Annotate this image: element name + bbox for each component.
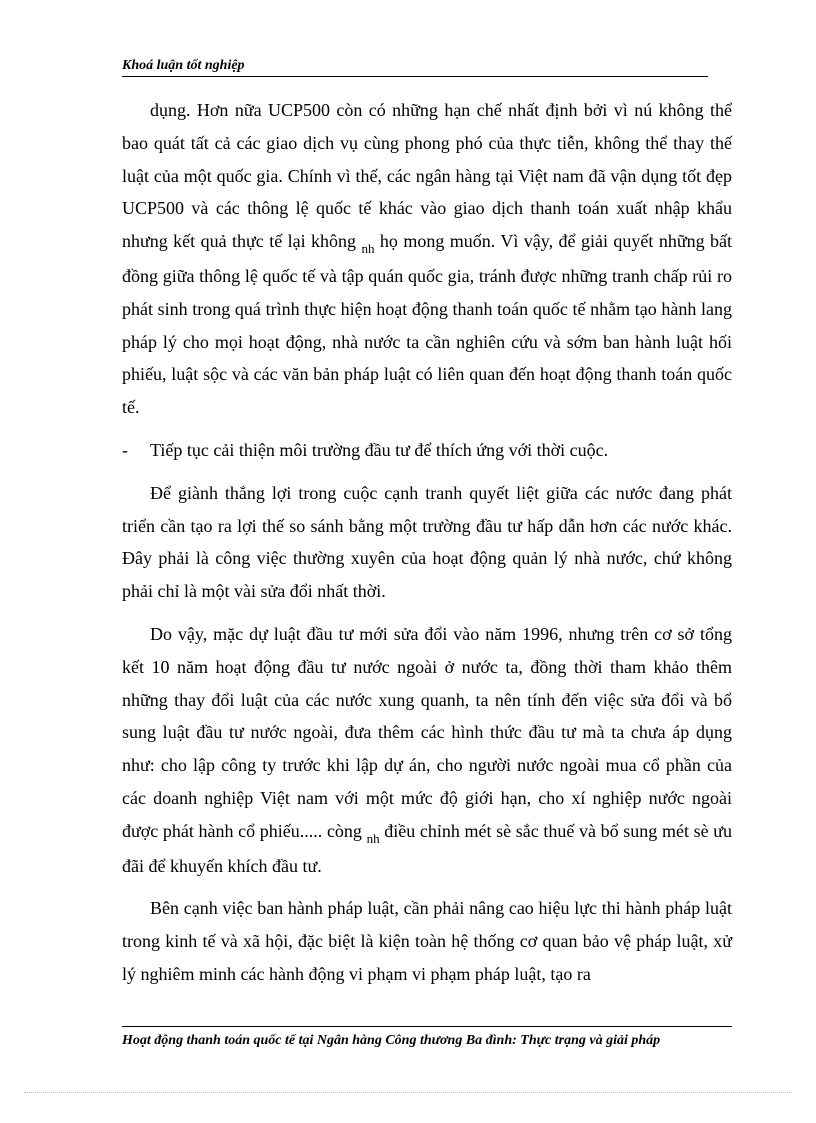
paragraph-2: Để giành thắng lợi trong cuộc cạnh tranh quyết liệt giữa các nước đang phát triển cần tạo ra lợi thế so sánh bằng một trường đầu tư hấp dẫn hơn các nước khác. Đây phải là công việc thường xuyên của hoạt động quản lý nhà nước, chứ không phải chỉ là một vài sửa đổi nhất thời.: [122, 482, 732, 602]
bullet-text: Tiếp tục cải thiện môi trường đầu tư để thích ứng với thời cuộc.: [150, 439, 609, 460]
bullet-dash: -: [122, 439, 128, 460]
paragraph-3: Do vậy, mặc dự luật đầu tư mới sửa đổi vào năm 1996, nhưng trên cơ sở tổng kết 10 năm hoạt động đầu tư nước ngoài ở nước ta, đồng thời tham khảo thêm những thay đổi luật của các nước xung quanh, ta nên tính đến việc sửa đổi và bổ sung luật đầu tư nước ngoài, đưa thêm các hình thức đầu tư mà ta chưa áp dụng như: cho lập công ty trước khi lập dự án, cho người nước ngoài mua cổ phần của các doanh nghiệp Việt nam với một mức độ giới hạn, cho xí nghiệp nước ngoài được phát hành cổ phiếu..... còng $_{nh}$ điều chỉnh mét sè sắc thuế và bổ sung mét sè ưu đãi để khuyến khích đầu tư.: [122, 623, 732, 876]
bullet-item: [122, 434, 732, 467]
page-bottom-divider: [24, 1092, 792, 1093]
footer-title: Hoạt động thanh toán quốc tế tại Ngân hàng Công thương Ba đình: Thực trạng và giải pháp: [122, 1033, 661, 1048]
page-header: [122, 56, 708, 77]
paragraph-4: Bên cạnh việc ban hành pháp luật, cần phải nâng cao hiệu lực thi hành pháp luật trong kinh tế và xã hội, đặc biệt là kiện toàn hệ thống cơ quan bảo vệ pháp luật, xử lý nghiêm minh các hành động vi phạm vi phạm pháp luật, tạo ra: [122, 898, 732, 984]
paragraph-1: dụng. Hơn nữa UCP500 còn có những hạn chế nhất định bởi vì nú không thể bao quát tất cả các giao dịch vụ cùng phong phó của thực tiễn, không thể thay thế luật của một quốc gia. Chính vì thế, các ngân hàng tại Việt nam đã vận dụng tốt đẹp UCP500 và các thông lệ quốc tế khác vào giao dịch thanh toán xuất nhập khẩu nhưng kết quả thực tế lại không $_{nh}$ họ mong muốn. Vì vậy, để giải quyết những bất đồng giữa thông lệ quốc tế và tập quán quốc gia, tránh được những tranh chấp rủi ro phát sinh trong quá trình thực hiện hoạt động thanh toán quốc tế nhằm tạo hành lang pháp lý cho mọi hoạt động, nhà nước ta cần nghiên cứu và sớm ban hành luật hối phiếu, luật sộc và các văn bản pháp luật có liên quan đến hoạt động thanh toán quốc tế.: [122, 100, 732, 418]
header-title: Khoá luận tốt nghiệp: [122, 58, 245, 73]
subscript-text: nh: [366, 830, 380, 846]
document-body: [122, 94, 732, 1001]
subscript-text: nh: [361, 241, 375, 257]
page-footer: [122, 1026, 732, 1049]
